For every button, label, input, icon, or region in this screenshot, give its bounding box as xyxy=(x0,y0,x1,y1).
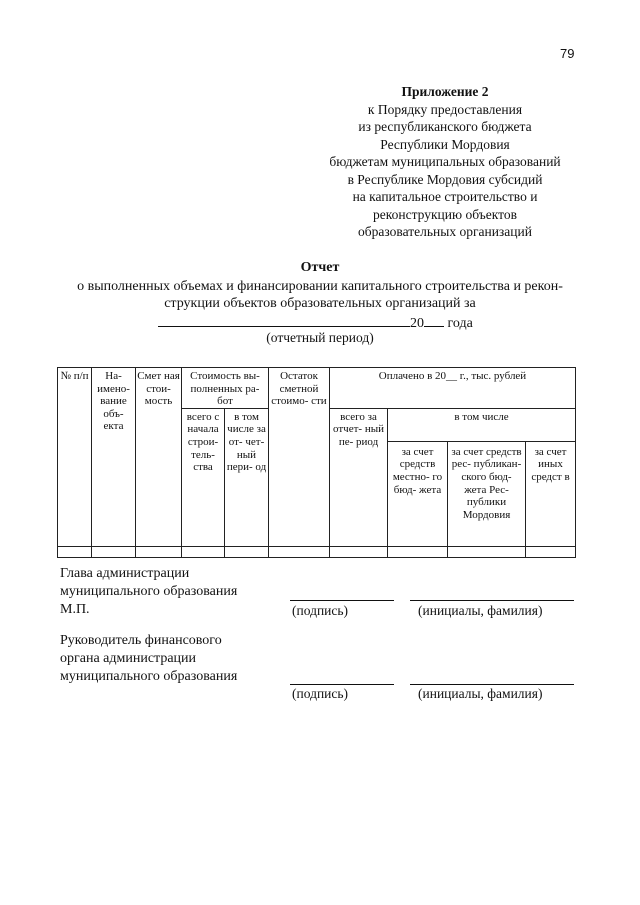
table-cell xyxy=(58,546,92,557)
header-number: № п/п xyxy=(58,368,92,547)
table-cell xyxy=(448,546,526,557)
stamp-place-label: М.П. xyxy=(60,602,90,617)
signature-label: (подпись) xyxy=(292,686,349,701)
table-cell xyxy=(330,546,388,557)
header-work-period: в том числе за от- чет- ный пери- од xyxy=(225,408,269,546)
table-cell xyxy=(526,546,576,557)
signature-line xyxy=(290,684,394,685)
year-suffix: года xyxy=(447,316,473,331)
period-note: (отчетный период) xyxy=(266,330,374,345)
name-label: (инициалы, фамилия) xyxy=(418,686,543,701)
name-line xyxy=(410,600,574,601)
signature-label: (подпись) xyxy=(292,603,349,618)
report-title: Отчет xyxy=(300,260,340,275)
header-work-cost: Стоимость вы- полненных ра- бот xyxy=(182,368,269,409)
header-including: в том числе xyxy=(388,408,576,441)
head-signature-block xyxy=(60,565,237,619)
signature-role-line: органа администрации xyxy=(60,651,197,666)
header-other-funds: за счет иных средст в xyxy=(526,441,576,546)
report-subtitle xyxy=(56,278,584,312)
header-estimated-cost: Смет ная стои- мость xyxy=(136,368,182,547)
appendix-line: в Республике Мордовия субсидий xyxy=(347,171,543,187)
table-cell xyxy=(269,546,330,557)
signature-role-line: Глава администрации xyxy=(60,566,190,581)
table-cell xyxy=(92,546,136,557)
appendix-line: бюджетам муниципальных образований xyxy=(329,154,561,169)
appendix-line: на капитальное строительство и xyxy=(352,189,538,204)
signature-line xyxy=(290,600,394,601)
name-line xyxy=(410,684,574,685)
finance-signature-block xyxy=(60,632,237,686)
table-cell xyxy=(388,546,448,557)
appendix-line: реконструкцию объектов xyxy=(373,206,517,222)
header-remaining-cost: Остаток сметной стоимо- сти xyxy=(269,368,330,547)
year-prefix: 20 xyxy=(410,316,424,331)
report-subtitle-line: струкции объектов образовательных организаций за xyxy=(164,296,476,311)
report-subtitle-line: о выполненных объемах и финансировании капитального строительства и рекон- xyxy=(77,279,563,294)
header-paid: Оплачено в 20__ г., тыс. рублей xyxy=(330,368,576,409)
header-republic-budget: за счет средств рес- публикан- ского бюд- жета Рес- публики Мордовия xyxy=(448,441,526,546)
period-blank-line xyxy=(158,313,410,327)
header-local-budget: за счет средств местно- го бюд- жета xyxy=(388,441,448,546)
name-label: (инициалы, фамилия) xyxy=(418,603,543,618)
table-row xyxy=(58,546,576,557)
table-cell xyxy=(182,546,225,557)
appendix-title: Приложение 2 xyxy=(401,84,489,99)
appendix-line: из республиканского бюджета xyxy=(358,119,532,134)
signature-role-line: муниципального образования xyxy=(60,584,238,599)
year-blank-line xyxy=(424,313,444,327)
table-cell xyxy=(225,546,269,557)
page-number: 79 xyxy=(560,46,575,61)
appendix-line: Республики Мордовия xyxy=(380,136,510,152)
signature-role-line: Руководитель финансового xyxy=(60,633,222,648)
table-cell xyxy=(136,546,182,557)
signature-role-line: муниципального образования xyxy=(60,669,238,684)
report-table xyxy=(57,367,576,558)
appendix-header xyxy=(300,83,590,241)
header-work-total: всего с начала строи- тель- ства xyxy=(182,408,225,546)
header-paid-total: всего за отчет- ный пе- риод xyxy=(330,408,388,546)
appendix-line: образовательных организаций xyxy=(358,224,532,239)
appendix-line: к Порядку предоставления xyxy=(367,101,523,117)
header-object-name: На- имено- вание объ- екта xyxy=(92,368,136,547)
